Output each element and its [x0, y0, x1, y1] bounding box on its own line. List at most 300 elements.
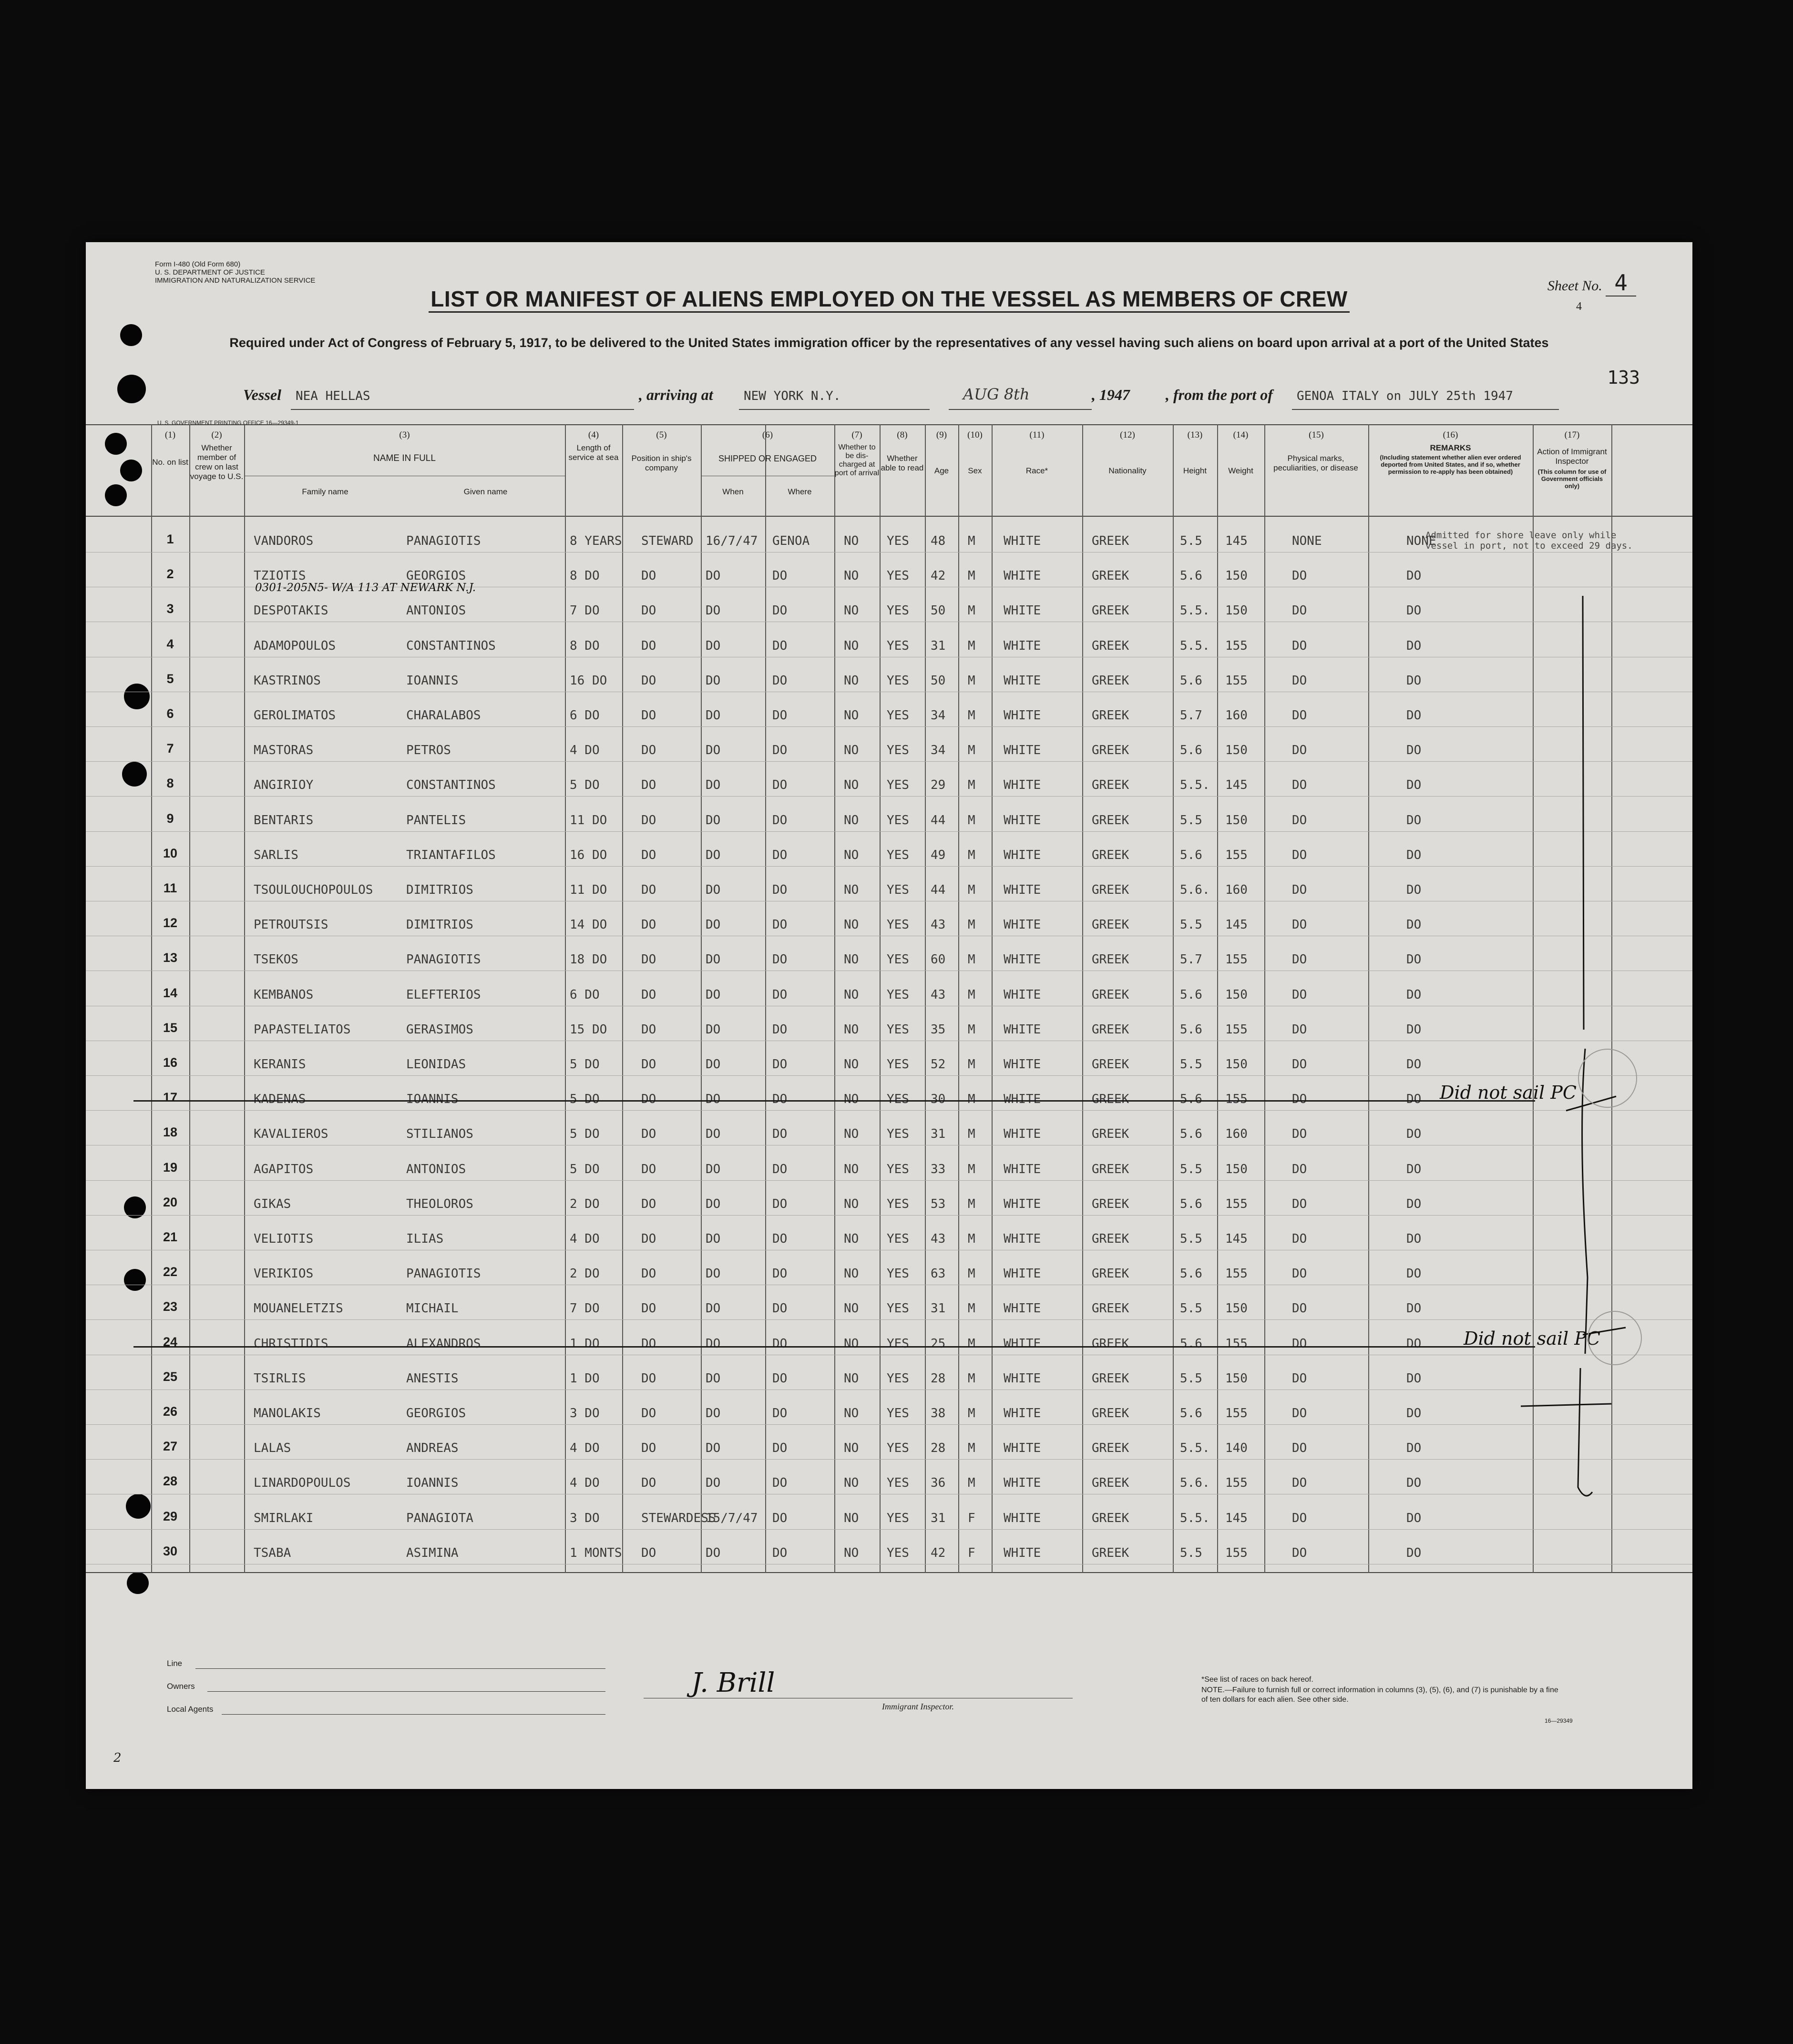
cell-sex: M [968, 1301, 975, 1316]
cell-remarks: DO [1406, 848, 1422, 862]
cell-given: GERASIMOS [406, 1022, 473, 1037]
cell-nationality: GREEK [1092, 638, 1129, 653]
row-number: 12 [163, 916, 178, 930]
cell-remarks: DO [1406, 1406, 1422, 1421]
cell-family: DESPOTAKIS [254, 603, 328, 618]
cell-when: DO [706, 813, 721, 828]
cell-remarks: DO [1406, 1511, 1422, 1525]
cell-remarks: DO [1406, 1441, 1422, 1456]
cell-nationality: GREEK [1092, 1441, 1129, 1456]
cell-age: 31 [931, 1511, 946, 1525]
row-number: 1 [166, 532, 174, 546]
cell-race: WHITE [1004, 1057, 1041, 1072]
col-head-position: Position in ship's company [631, 454, 692, 472]
cell-height: 5.6 [1180, 1196, 1202, 1211]
cell-position: DO [641, 918, 656, 932]
cell-service: 5 DO [570, 1092, 600, 1107]
cell-height: 5.5 [1180, 1301, 1202, 1316]
cell-remarks: DO [1406, 708, 1422, 723]
cell-marks: DO [1292, 603, 1307, 618]
cell-position: DO [641, 813, 656, 828]
col-head-service: Length of service at sea [568, 443, 619, 462]
cell-family: KERANIS [254, 1057, 306, 1072]
cell-discharged: NO [844, 778, 859, 793]
cell-service: 7 DO [570, 603, 600, 618]
cell-race: WHITE [1004, 1511, 1041, 1525]
cell-remarks: DO [1406, 813, 1422, 828]
cell-discharged: NO [844, 1406, 859, 1421]
cell-discharged: NO [844, 1196, 859, 1211]
cell-race: WHITE [1004, 813, 1041, 828]
cell-position: DO [641, 848, 656, 862]
cell-given: PANTELIS [406, 813, 466, 828]
cell-read: YES [887, 673, 909, 688]
cell-weight: 155 [1225, 1267, 1248, 1281]
cell-age: 31 [931, 1127, 946, 1142]
row-rule [86, 1424, 1692, 1425]
row-number: 22 [163, 1265, 178, 1279]
cell-service: 1 DO [570, 1371, 600, 1386]
cell-family: TSABA [254, 1545, 291, 1560]
cell-family: LINARDOPOULOS [254, 1476, 351, 1491]
cell-given: PANAGIOTA [406, 1511, 473, 1525]
cell-marks: DO [1292, 1162, 1307, 1176]
cell-weight: 155 [1225, 1545, 1248, 1560]
cell-nationality: GREEK [1092, 778, 1129, 793]
cell-weight: 145 [1225, 534, 1248, 548]
cell-remarks: DO [1406, 1371, 1422, 1386]
cell-discharged: NO [844, 638, 859, 653]
cell-age: 43 [931, 918, 946, 932]
cell-given: THEOLOROS [406, 1196, 473, 1211]
col-rule [834, 424, 835, 1573]
cell-read: YES [887, 1162, 909, 1176]
cell-family: SMIRLAKI [254, 1511, 314, 1525]
cell-where: DO [772, 1232, 788, 1246]
col-rule [992, 424, 993, 1573]
cell-race: WHITE [1004, 987, 1041, 1002]
cell-when: DO [706, 1232, 721, 1246]
vessel-name: NEA HELLAS [296, 389, 370, 403]
cell-service: 15 DO [570, 1022, 607, 1037]
cell-discharged: NO [844, 952, 859, 967]
cell-discharged: NO [844, 708, 859, 723]
cell-race: WHITE [1004, 1336, 1041, 1351]
cell-family: BENTARIS [254, 813, 314, 828]
cell-marks: DO [1292, 1092, 1307, 1107]
cell-given: IOANNIS [406, 1476, 459, 1491]
footer-line-underline [195, 1668, 605, 1669]
cell-nationality: GREEK [1092, 534, 1129, 548]
page-title: LIST OR MANIFEST OF ALIENS EMPLOYED ON THE VESSEL AS MEMBERS OF CREW [86, 286, 1692, 312]
table-header-rule [86, 516, 1692, 517]
table-bottom-rule [86, 1572, 1692, 1573]
cell-height: 5.5 [1180, 534, 1202, 548]
cell-nationality: GREEK [1092, 1057, 1129, 1072]
stamp-mark [1578, 1049, 1637, 1108]
cell-race: WHITE [1004, 1196, 1041, 1211]
cell-weight: 155 [1225, 848, 1248, 862]
binder-hole [120, 324, 142, 346]
cell-sex: M [968, 1441, 975, 1456]
row-number: 21 [163, 1230, 178, 1244]
cell-race: WHITE [1004, 1476, 1041, 1491]
col-number: (9) [936, 430, 947, 440]
cell-family: AGAPITOS [254, 1162, 314, 1176]
col-number: (15) [1309, 430, 1324, 440]
cell-weight: 150 [1225, 1301, 1248, 1316]
arriving-port: NEW YORK N.Y. [744, 389, 841, 403]
cell-remarks: DO [1406, 1196, 1422, 1211]
cell-age: 60 [931, 952, 946, 967]
col-head-weight: Weight [1228, 466, 1253, 475]
cell-age: 63 [931, 1267, 946, 1281]
cell-given: ALEXANDROS [406, 1336, 481, 1351]
col-head-read: Whether able to read [881, 454, 924, 472]
cell-service: 11 DO [570, 813, 607, 828]
cell-sex: M [968, 1371, 975, 1386]
cell-race: WHITE [1004, 673, 1041, 688]
cell-age: 36 [931, 1476, 946, 1491]
did-not-sail-16: Did not sail PC [1440, 1082, 1577, 1103]
cell-position: DO [641, 1406, 656, 1421]
col-rule [958, 424, 959, 1573]
cell-family: PETROUTSIS [254, 918, 328, 932]
row-rule [86, 1075, 1692, 1076]
cell-when: DO [706, 778, 721, 793]
cell-marks: DO [1292, 708, 1307, 723]
cell-discharged: NO [844, 603, 859, 618]
cell-height: 5.6 [1180, 673, 1202, 688]
cell-read: YES [887, 987, 909, 1002]
inspector-action-marks [1516, 515, 1640, 1540]
cell-race: WHITE [1004, 883, 1041, 897]
cell-height: 5.7 [1180, 708, 1202, 723]
cell-family: TSEKOS [254, 952, 298, 967]
cell-service: 18 DO [570, 952, 607, 967]
cell-nationality: GREEK [1092, 848, 1129, 862]
row-rule [86, 1110, 1692, 1111]
cell-height: 5.6 [1180, 1267, 1202, 1281]
cell-where: DO [772, 1476, 788, 1491]
cell-read: YES [887, 1476, 909, 1491]
cell-remarks: DO [1406, 1545, 1422, 1560]
from-port: GENOA ITALY on JULY 25th 1947 [1297, 389, 1513, 403]
cell-given: ANTONIOS [406, 603, 466, 618]
cell-read: YES [887, 1371, 909, 1386]
cell-where: DO [772, 918, 788, 932]
cell-marks: DO [1292, 918, 1307, 932]
cell-discharged: NO [844, 918, 859, 932]
cell-sex: M [968, 778, 975, 793]
cell-sex: M [968, 1476, 975, 1491]
cell-discharged: NO [844, 1022, 859, 1037]
cell-age: 28 [931, 1371, 946, 1386]
cell-height: 5.6 [1180, 987, 1202, 1002]
strike-row-23 [133, 1346, 1535, 1348]
cell-nationality: GREEK [1092, 1162, 1129, 1176]
cell-position: DO [641, 1336, 656, 1351]
stamp-number: 133 [1607, 367, 1640, 388]
cell-service: 5 DO [570, 778, 600, 793]
col-rule [622, 424, 623, 1573]
cell-family: ADAMOPOULOS [254, 638, 336, 653]
cell-weight: 150 [1225, 603, 1248, 618]
cell-discharged: NO [844, 1441, 859, 1456]
cell-when: DO [706, 1406, 721, 1421]
sheet-number: Sheet No. 4 [1547, 270, 1636, 296]
col-number: (10) [967, 430, 983, 440]
cell-service: 4 DO [570, 1476, 600, 1491]
cell-discharged: NO [844, 1232, 859, 1246]
cell-discharged: NO [844, 1127, 859, 1142]
cell-given: MICHAIL [406, 1301, 459, 1316]
cell-nationality: GREEK [1092, 1511, 1129, 1525]
cell-sex: M [968, 883, 975, 897]
cell-remarks: DO [1406, 569, 1422, 583]
inspector-signature: J. Brill [691, 1667, 775, 1698]
cell-marks: DO [1292, 848, 1307, 862]
cell-race: WHITE [1004, 603, 1041, 618]
cell-sex: M [968, 1336, 975, 1351]
binder-hole [127, 1572, 149, 1594]
cell-read: YES [887, 1545, 909, 1560]
cell-sex: M [968, 952, 975, 967]
col-number: (2) [211, 430, 222, 440]
col-rule [1264, 424, 1265, 1573]
col-head-name: NAME IN FULL [373, 453, 436, 463]
row-number: 5 [166, 671, 174, 686]
cell-race: WHITE [1004, 848, 1041, 862]
cell-nationality: GREEK [1092, 1267, 1129, 1281]
cell-discharged: NO [844, 987, 859, 1002]
cell-read: YES [887, 534, 909, 548]
cell-discharged: NO [844, 1476, 859, 1491]
cell-age: 34 [931, 708, 946, 723]
cell-remarks: DO [1406, 673, 1422, 688]
cell-family: GEROLIMATOS [254, 708, 336, 723]
cell-given: ASIMINA [406, 1545, 459, 1560]
cell-read: YES [887, 1441, 909, 1456]
cell-nationality: GREEK [1092, 1545, 1129, 1560]
cell-given: PANAGIOTIS [406, 1267, 481, 1281]
cell-sex: M [968, 918, 975, 932]
col-head-when: When [722, 487, 744, 496]
row-number: 29 [163, 1509, 178, 1523]
cell-height: 5.5 [1180, 1162, 1202, 1176]
cell-position: DO [641, 952, 656, 967]
footer-owners-label: Owners [167, 1682, 195, 1691]
cell-remarks: DO [1406, 1127, 1422, 1142]
row-number: 6 [166, 706, 174, 721]
cell-marks: DO [1292, 1127, 1307, 1142]
cell-remarks: DO [1406, 918, 1422, 932]
cell-marks: DO [1292, 987, 1307, 1002]
cell-remarks: DO [1406, 638, 1422, 653]
cell-where: DO [772, 1336, 788, 1351]
cell-when: DO [706, 1022, 721, 1037]
cell-age: 44 [931, 813, 946, 828]
from-label: , from the port of [1166, 386, 1273, 403]
cell-service: 6 DO [570, 987, 600, 1002]
cell-weight: 155 [1225, 1022, 1248, 1037]
footer-race-note: *See list of races on back hereof. [1201, 1676, 1313, 1684]
cell-position: DO [641, 1441, 656, 1456]
cell-race: WHITE [1004, 708, 1041, 723]
cell-sex: M [968, 1406, 975, 1421]
cell-height: 5.6 [1180, 1336, 1202, 1351]
cell-where: DO [772, 569, 788, 583]
cell-discharged: NO [844, 1336, 859, 1351]
col-rule [880, 424, 881, 1573]
cell-family: VERIKIOS [254, 1267, 314, 1281]
row-number: 15 [163, 1020, 178, 1035]
col-head-no: No. on list [152, 458, 188, 467]
cell-read: YES [887, 1267, 909, 1281]
cell-service: 7 DO [570, 1301, 600, 1316]
cell-marks: DO [1292, 1511, 1307, 1525]
cell-when: DO [706, 1301, 721, 1316]
cell-remarks: DO [1406, 603, 1422, 618]
cell-age: 30 [931, 1092, 946, 1107]
cell-race: WHITE [1004, 534, 1041, 548]
cell-discharged: NO [844, 813, 859, 828]
cell-where: DO [772, 813, 788, 828]
cell-service: 4 DO [570, 1232, 600, 1246]
cell-race: WHITE [1004, 778, 1041, 793]
cell-service: 14 DO [570, 918, 607, 932]
col-number: (8) [897, 430, 908, 440]
col-rule [1082, 424, 1083, 1573]
cell-given: TRIANTAFILOS [406, 848, 496, 862]
cell-when: DO [706, 1127, 721, 1142]
col-rule [244, 424, 245, 1573]
col-number: (16) [1443, 430, 1458, 440]
cell-service: 2 DO [570, 1196, 600, 1211]
col-number: (6) [762, 430, 773, 440]
cell-where: DO [772, 952, 788, 967]
cell-age: 33 [931, 1162, 946, 1176]
cell-discharged: NO [844, 1057, 859, 1072]
crew-table [86, 424, 1692, 1573]
cell-discharged: NO [844, 1545, 859, 1560]
inspector-label: Immigrant Inspector. [882, 1702, 954, 1711]
cell-given: GEORGIOS [406, 1406, 466, 1421]
cell-read: YES [887, 1406, 909, 1421]
cell-remarks: DO [1406, 778, 1422, 793]
corner-mark: 2 [113, 1751, 122, 1765]
col-head-sex: Sex [968, 466, 982, 475]
cell-age: 43 [931, 987, 946, 1002]
cell-read: YES [887, 848, 909, 862]
row-number: 7 [166, 741, 174, 756]
col-head-remarks-sub: (Including statement whether alien ever ordered deported from United States, and if so, whether permission to re-apply has been obtained) [1380, 454, 1521, 475]
col-rule [1173, 424, 1174, 1573]
cell-position: DO [641, 708, 656, 723]
cell-height: 5.5 [1180, 813, 1202, 828]
cell-when: DO [706, 1057, 721, 1072]
vessel-line [243, 386, 1626, 413]
col-head-remarks: REMARKS [1430, 443, 1471, 452]
cell-service: 5 DO [570, 1057, 600, 1072]
cell-remarks: NONE [1406, 534, 1436, 548]
cell-position: STEWARDESS [641, 1511, 716, 1525]
cell-where: DO [772, 1371, 788, 1386]
row-number: 28 [163, 1474, 178, 1489]
cell-read: YES [887, 638, 909, 653]
cell-discharged: NO [844, 1092, 859, 1107]
cell-weight: 155 [1225, 1196, 1248, 1211]
cell-race: WHITE [1004, 1232, 1041, 1246]
cell-read: YES [887, 1057, 909, 1072]
cell-where: DO [772, 708, 788, 723]
cell-sex: M [968, 603, 975, 618]
cell-sex: M [968, 1267, 975, 1281]
cell-height: 5.7 [1180, 952, 1202, 967]
row-number: 26 [163, 1404, 178, 1419]
cell-service: 16 DO [570, 848, 607, 862]
cell-service: 3 DO [570, 1406, 600, 1421]
cell-race: WHITE [1004, 952, 1041, 967]
cell-remarks: DO [1406, 952, 1422, 967]
cell-height: 5.6 [1180, 1406, 1202, 1421]
cell-sex: M [968, 1022, 975, 1037]
cell-race: WHITE [1004, 918, 1041, 932]
cell-age: 50 [931, 673, 946, 688]
cell-given: CONSTANTINOS [406, 638, 496, 653]
cell-position: DO [641, 1022, 656, 1037]
cell-discharged: NO [844, 673, 859, 688]
cell-nationality: GREEK [1092, 918, 1129, 932]
cell-where: DO [772, 1022, 788, 1037]
cell-marks: DO [1292, 1545, 1307, 1560]
cell-read: YES [887, 743, 909, 758]
cell-marks: DO [1292, 1301, 1307, 1316]
cell-height: 5.6 [1180, 1092, 1202, 1107]
cell-where: DO [772, 1545, 788, 1560]
footer-agents-label: Local Agents [167, 1705, 214, 1714]
cell-when: DO [706, 708, 721, 723]
cell-marks: DO [1292, 813, 1307, 828]
cell-race: WHITE [1004, 1022, 1041, 1037]
cell-discharged: NO [844, 1371, 859, 1386]
cell-when: DO [706, 1267, 721, 1281]
cell-sex: M [968, 1127, 975, 1142]
cell-sex: M [968, 638, 975, 653]
cell-where: DO [772, 1301, 788, 1316]
cell-read: YES [887, 1022, 909, 1037]
cell-where: DO [772, 883, 788, 897]
cell-remarks: DO [1406, 1301, 1422, 1316]
cell-weight: 155 [1225, 673, 1248, 688]
col-head-where: Where [788, 487, 812, 496]
cell-age: 38 [931, 1406, 946, 1421]
cell-position: DO [641, 638, 656, 653]
did-not-sail-23: Did not sail PC [1464, 1328, 1600, 1349]
cell-marks: DO [1292, 778, 1307, 793]
cell-given: PANAGIOTIS [406, 534, 481, 548]
cell-remarks: DO [1406, 1162, 1422, 1176]
row-number: 24 [163, 1334, 178, 1349]
cell-position: DO [641, 1545, 656, 1560]
page-subtitle: Required under Act of Congress of February 5, 1917, to be delivered to the United States immigration officer by the representatives of any vessel having such aliens on board upon arrival at a port of the United States [229, 336, 1549, 350]
cell-marks: DO [1292, 1196, 1307, 1211]
row-rule [86, 1529, 1692, 1530]
cell-marks: DO [1292, 1057, 1307, 1072]
cell-weight: 150 [1225, 987, 1248, 1002]
cell-discharged: NO [844, 534, 859, 548]
cell-where: DO [772, 778, 788, 793]
